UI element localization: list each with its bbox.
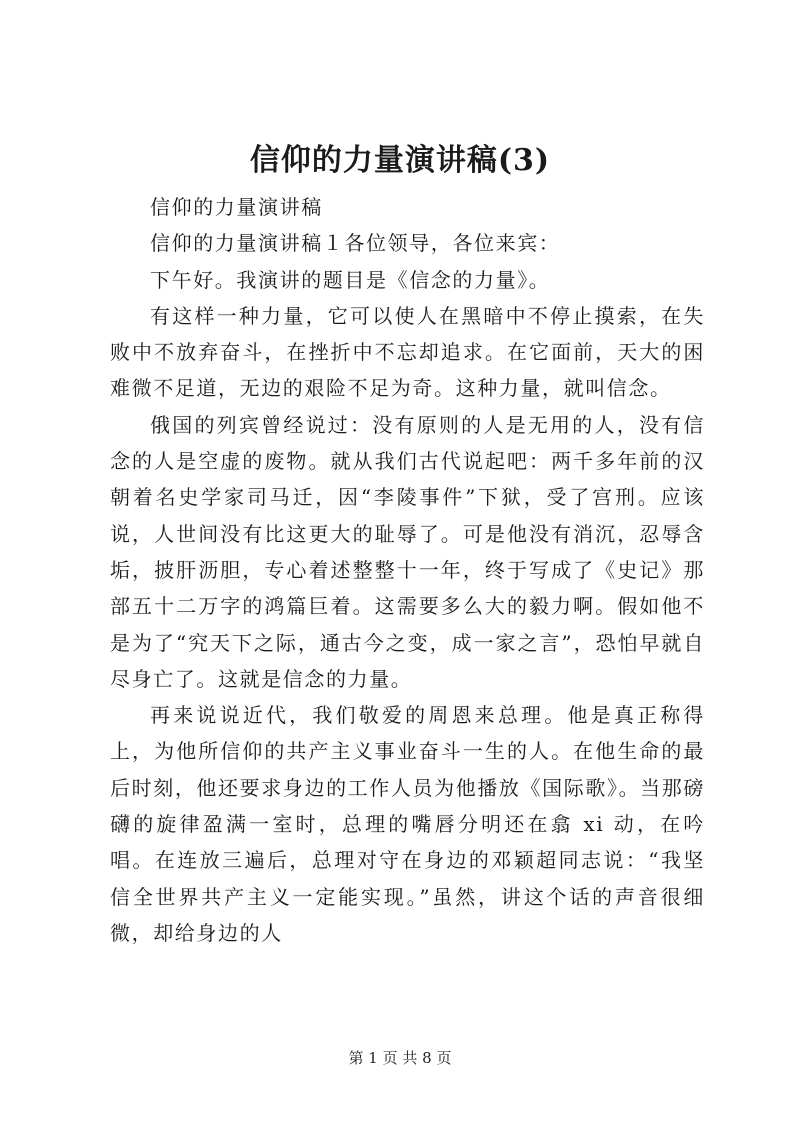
paragraph: 下午好。我演讲的题目是《信念的力量》。 (150, 267, 551, 292)
paragraph: 再来说说近代，我们敬爱的周恩来总理。他是真正称得上，为他所信仰的共产主义事业奋斗一生的人。在他生命的最后时刻，他还要求身边的工作人员为他播放《国际歌》。当那磅礴的旋律盈满一室时，总理的嘴唇分明还在翕 xi 动，在吟唱。在连放三遍后，总理对守在身边的邓颖超同志说：“我坚信全世界共产主义一定能实现。”虽然，讲这个话的声音很细微，却给身边的人 (110, 703, 705, 945)
page-number-footer: 第 1 页 共 8 页 (348, 1049, 452, 1067)
document-body (110, 189, 705, 951)
paragraph: 有这样一种力量，它可以使人在黑暗中不停止摸索，在失败中不放弃奋斗，在挫折中不忘却追求。在它面前，天大的困难微不足道，无边的艰险不足为奇。这种力量，就叫信念。 (110, 303, 705, 401)
paragraph: 俄国的列宾曾经说过：没有原则的人是无用的人，没有信念的人是空虚的废物。就从我们古代说起吧：两千多年前的汉朝着名史学家司马迁，因“李陵事件”下狱，受了宫刑。应该说，人世间没有比这更大的耻辱了。可是他没有消沉，忍辱含垢，披肝沥胆，专心着述整整十一年，终于写成了《史记》那部五十二万字的鸿篇巨着。这需要多么大的毅力啊。假如他不是为了“究天下之际，通古今之变，成一家之言”，恐怕早就自尽身亡了。这就是信念的力量。 (110, 412, 705, 691)
document-title: 信仰的力量演讲稿(3) (249, 143, 551, 178)
paragraph: 信仰的力量演讲稿１各位领导，各位来宾： (150, 231, 561, 256)
paragraph: 信仰的力量演讲稿 (150, 195, 323, 219)
